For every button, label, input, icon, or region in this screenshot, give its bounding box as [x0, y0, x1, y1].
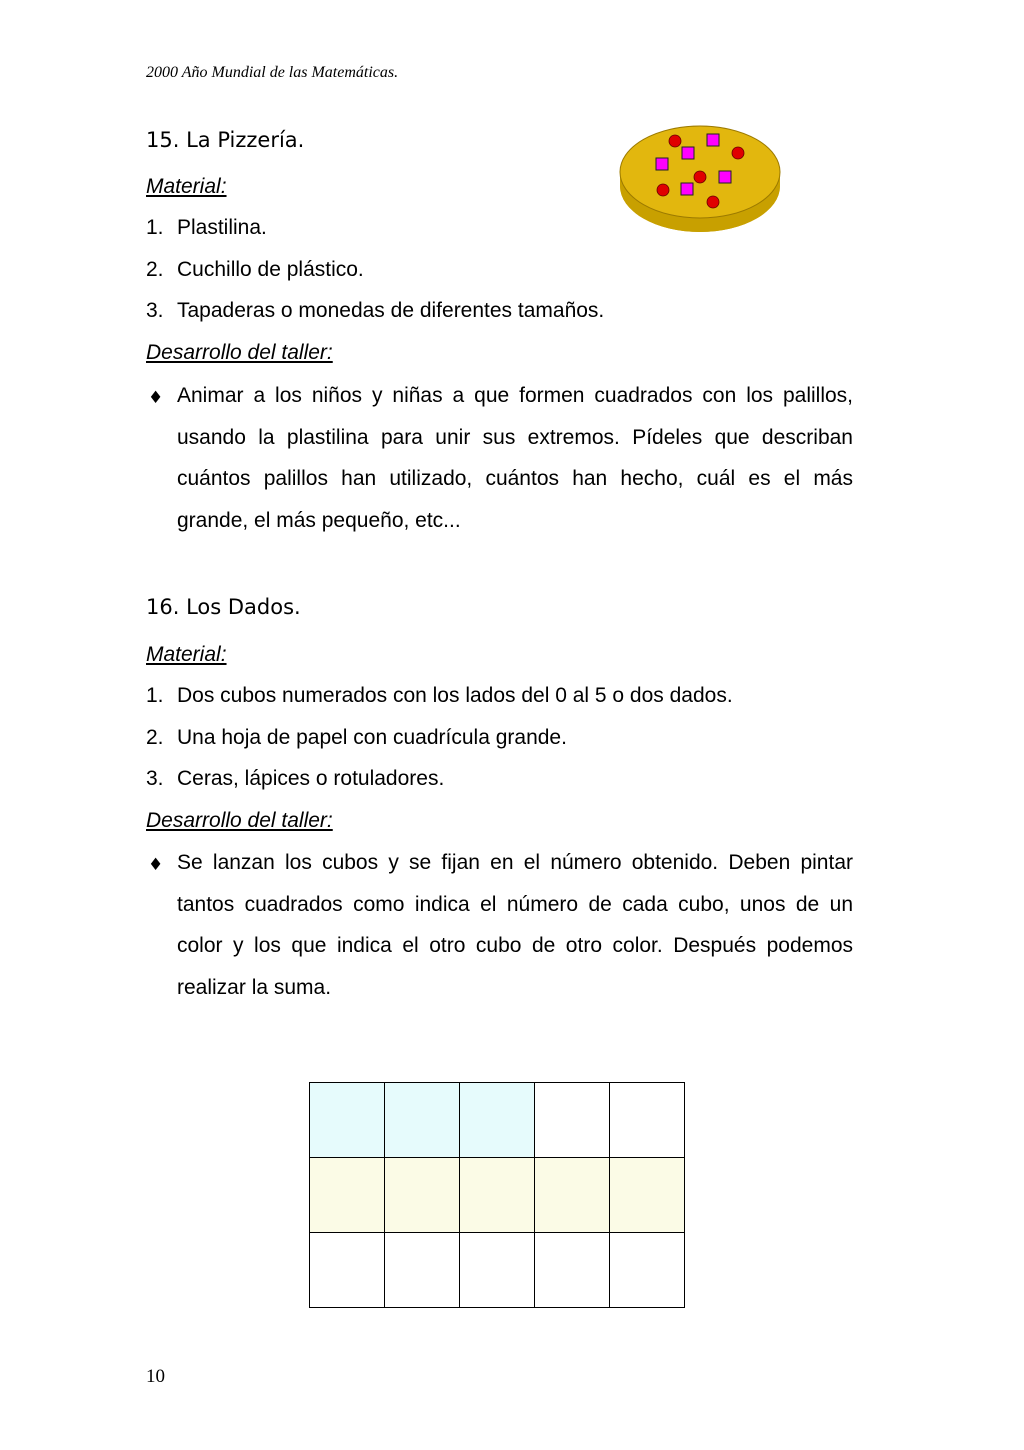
pepperoni-icon — [732, 147, 744, 159]
grid-cell — [610, 1233, 685, 1308]
page-number: 10 — [146, 1366, 165, 1387]
list-item: 3. Ceras, lápices o rotuladores. — [146, 767, 445, 790]
pepperoni-icon — [669, 135, 681, 147]
page-header: 2000 Año Mundial de las Matemáticas. — [146, 64, 399, 81]
section-title-dados: 16. Los Dados. — [146, 595, 301, 619]
grid-row — [310, 1158, 685, 1233]
pepperoni-icon — [657, 184, 669, 196]
grid-cell — [535, 1233, 610, 1308]
section-title-pizzeria: 15. La Pizzería. — [146, 128, 305, 152]
grid-cell — [460, 1233, 535, 1308]
grid-cell — [385, 1158, 460, 1233]
desarrollo-label: Desarrollo del taller: — [146, 341, 333, 364]
list-item: 2. Una hoja de papel con cuadrícula grande. — [146, 726, 567, 749]
grid-row — [310, 1233, 685, 1308]
grid-cell — [610, 1158, 685, 1233]
list-item: 1. Plastilina. — [146, 216, 267, 239]
grid-cell — [310, 1158, 385, 1233]
square-topping-icon — [682, 147, 694, 159]
bullet-paragraph: Animar a los niños y niñas a que formen cuadrados con los palillos, usando la plastilina para unir sus extremos. Pídeles que describan cuántos palillos han utilizado, cuántos han hecho, cuál es el más grande, el más pequeño, etc... — [177, 384, 853, 532]
material-label: Material: — [146, 175, 227, 198]
grid-cell — [460, 1158, 535, 1233]
square-topping-icon — [719, 171, 731, 183]
grid-cell — [385, 1233, 460, 1308]
bullet-paragraph: Se lanzan los cubos y se fijan en el número obtenido. Deben pintar tantos cuadrados como indica el número de cada cubo, unos de un color y los que indica el otro cubo de otro color. Después podemos realizar la suma. — [177, 851, 853, 999]
list-item: 3. Tapaderas o monedas de diferentes tamaños. — [146, 299, 605, 322]
square-topping-icon — [707, 134, 719, 146]
diamond-bullet-icon: ♦ — [148, 388, 164, 408]
diamond-bullet-icon: ♦ — [148, 855, 164, 875]
grid-cell — [385, 1083, 460, 1158]
pepperoni-icon — [707, 196, 719, 208]
material-label: Material: — [146, 643, 227, 666]
grid-cell — [535, 1158, 610, 1233]
grid-cell — [535, 1083, 610, 1158]
grid-row — [310, 1083, 685, 1158]
grid-cell — [310, 1083, 385, 1158]
square-topping-icon — [681, 183, 693, 195]
grid-cell — [310, 1233, 385, 1308]
colored-grid — [309, 1082, 685, 1308]
list-item: 2. Cuchillo de plástico. — [146, 258, 364, 281]
pizza-illustration — [616, 120, 784, 244]
list-item: 1. Dos cubos numerados con los lados del 0 al 5 o dos dados. — [146, 684, 733, 707]
grid-cell — [610, 1083, 685, 1158]
pepperoni-icon — [694, 171, 706, 183]
desarrollo-label: Desarrollo del taller: — [146, 809, 333, 832]
grid-cell — [460, 1083, 535, 1158]
square-topping-icon — [656, 158, 668, 170]
